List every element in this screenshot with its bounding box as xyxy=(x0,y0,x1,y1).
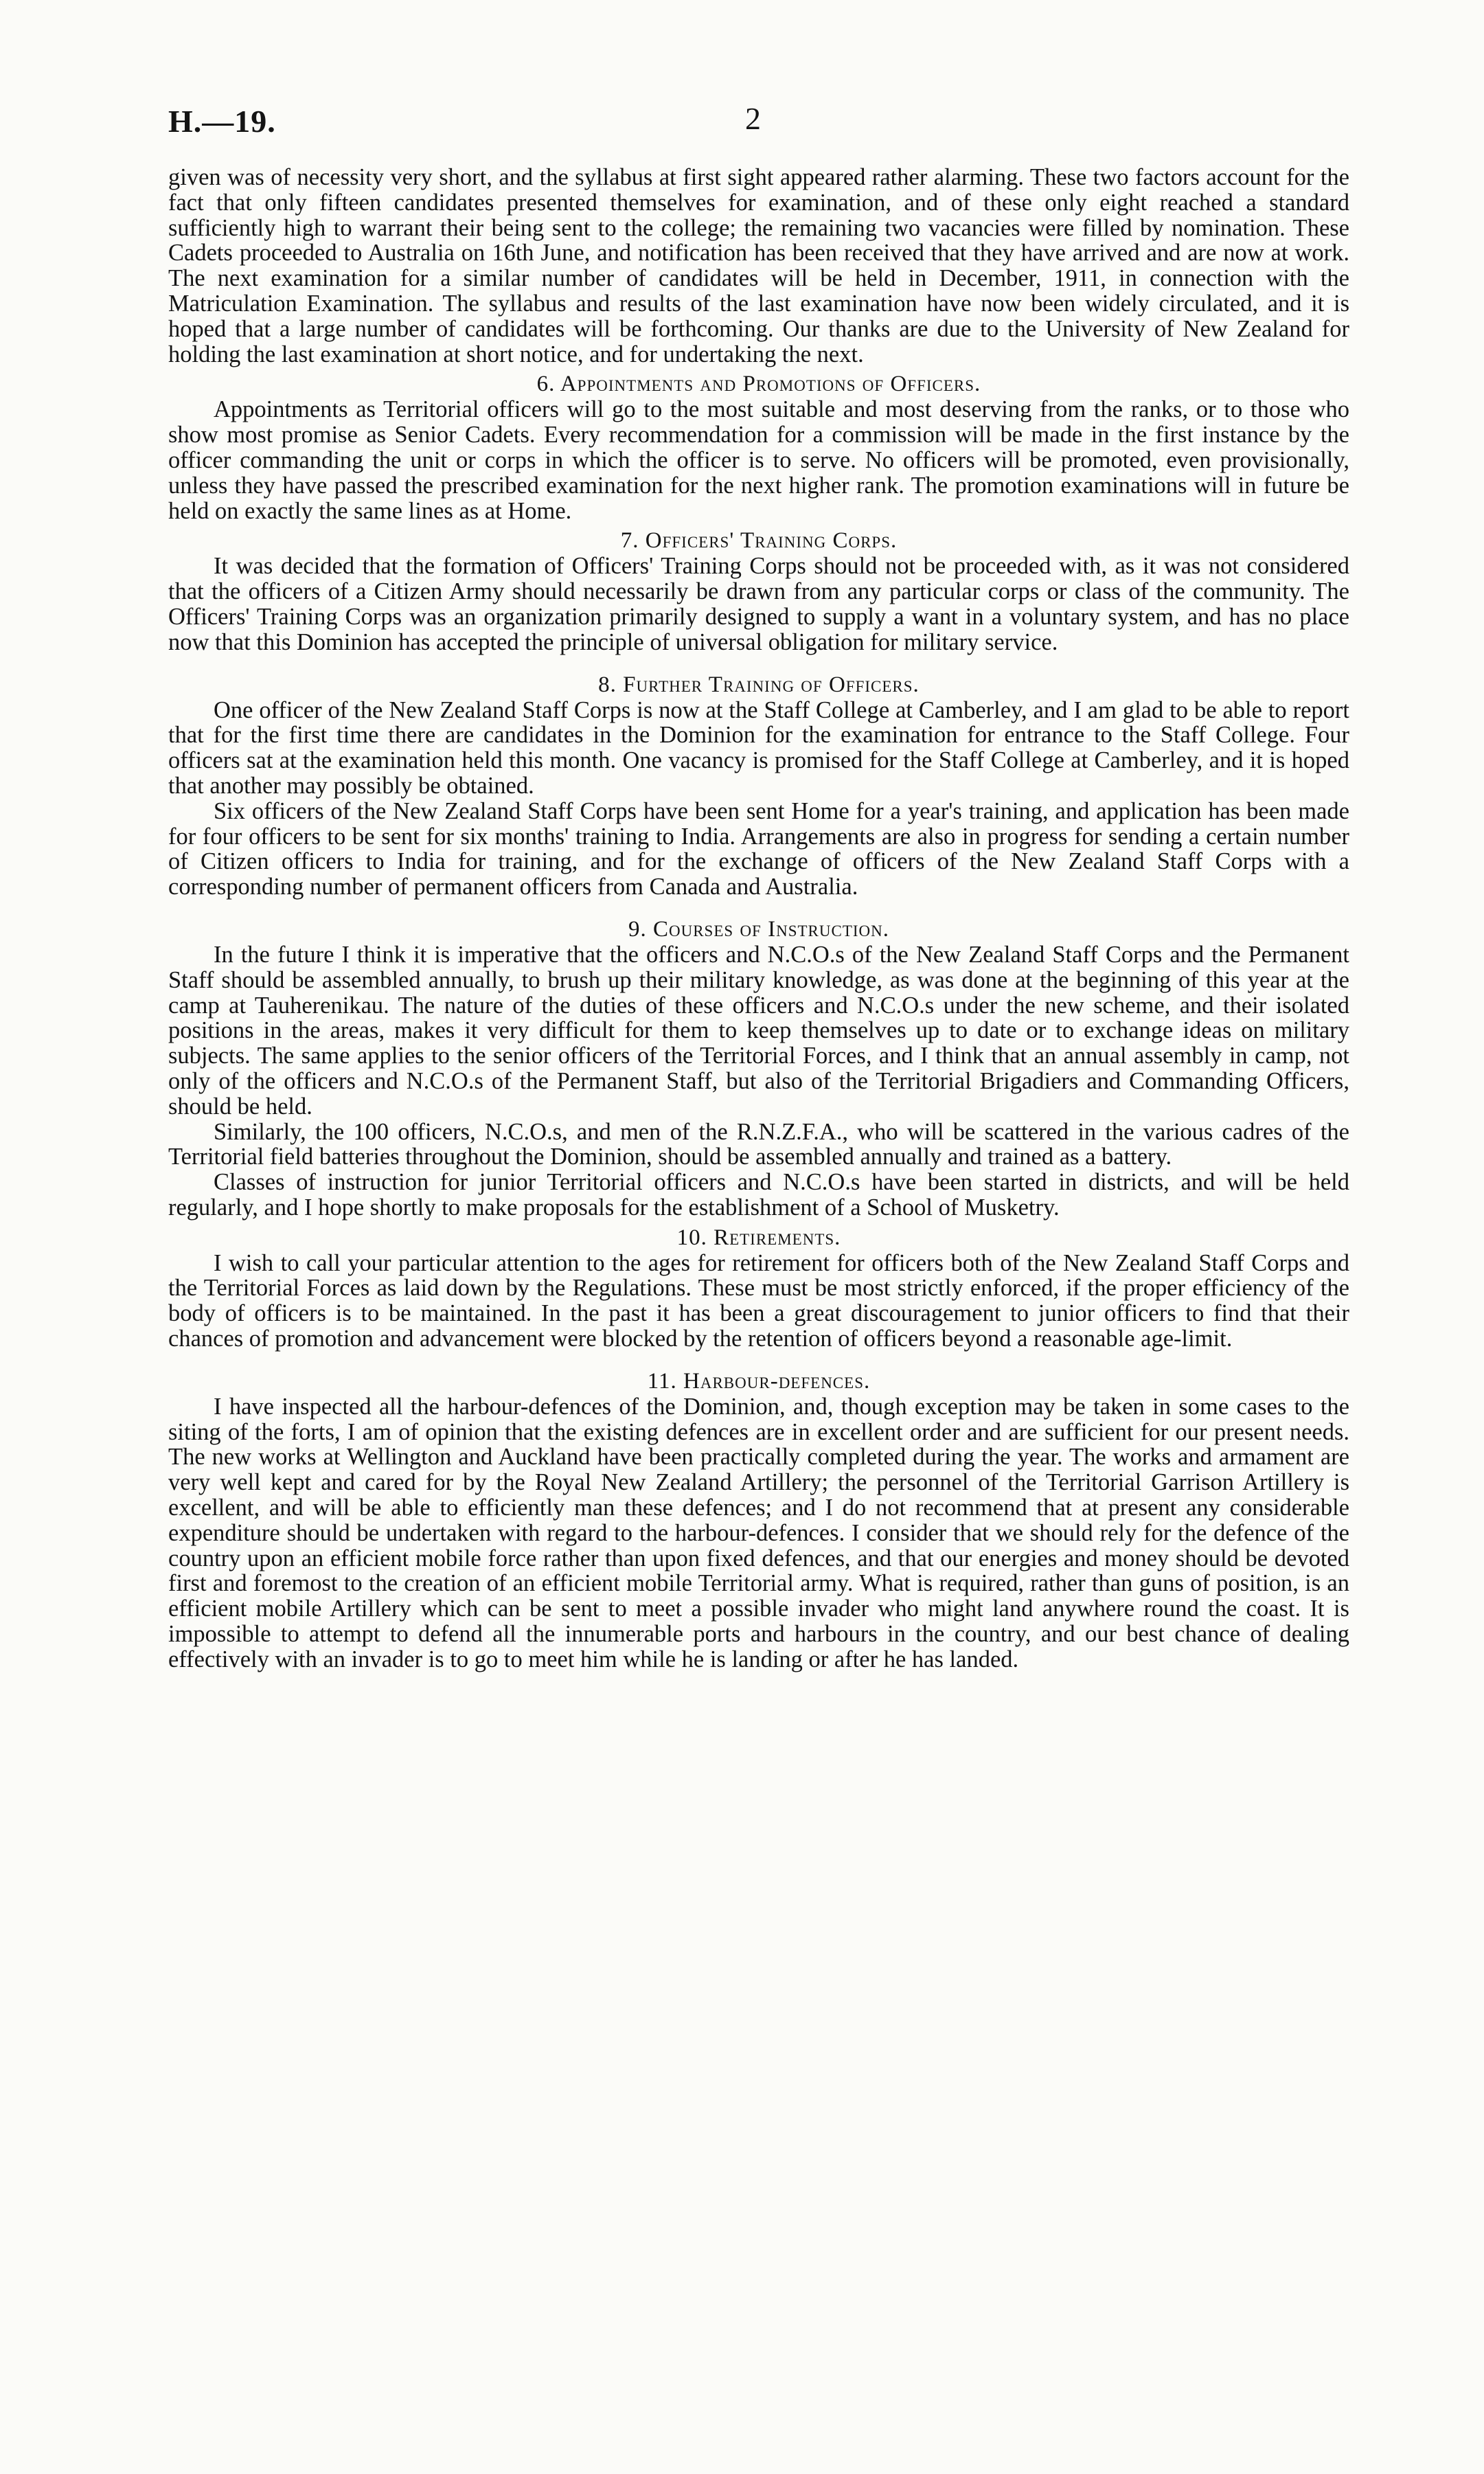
page-header xyxy=(168,103,1349,165)
paragraph-continued: given was of necessity very short, and the syllabus at first sight appeared rather alarming. These two factors account for the fact that only fifteen candidates presented themselves for examination, and of these only eight reached a standard sufficiently high to warrant their being sent to the college; the remaining two vacancies were filled by nomination. These Cadets proceeded to Australia on 16th June, and notification has been received that they have arrived and are now at work. The next examination for a similar number of candidates will be held in December, 1911, in connection with the Matriculation Examination. The syllabus and results of the last examination have now been widely circulated, and it is hoped that a large number of candidates will be forthcoming. Our thanks are due to the University of New Zealand for holding the last examination at short notice, and for undertaking the next. xyxy=(168,164,1349,367)
paragraph-courses-1: In the future I think it is imperative that the officers and N.C.O.s of the New Zealand Staff Corps and the Permanent Staff should be assembled annually, to brush up their military knowledge, as was done at the beginning of this year at the camp at Tauherenikau. The nature of the duties of these officers and N.C.O.s under the new scheme, and their isolated positions in the areas, makes it very difficult for them to keep themselves up to date or to exchange ideas on military subjects. The same applies to the senior officers of the Territorial Forces, and I think that an annual assembly in camp, not only of the officers and N.C.O.s of the Permanent Staff, but also of the Territorial Brigadiers and Commanding Officers, should be held. xyxy=(168,941,1349,1120)
section-heading-harbour-defences: 11. Harbour-defences. xyxy=(647,1368,871,1394)
paragraph-courses-3: Classes of instruction for junior Territorial officers and N.C.O.s have been started in districts, and will be held regularly, and I hope shortly to make proposals for the establishment of a School of Musketry. xyxy=(168,1169,1349,1221)
document-reference: H.—19. xyxy=(168,104,276,139)
document-page xyxy=(168,103,1349,1672)
section-heading-courses: 9. Courses of Instruction. xyxy=(628,916,889,942)
paragraph-further-training-1: One officer of the New Zealand Staff Corps is now at the Staff College at Camberley, and I am glad to be able to report that for the first time there are candidates in the Dominion for the examination for entrance to the Staff College. Four officers sat at the examination held this month. One vacancy is promised for the Staff College at Camberley, and it is hoped that another may possibly be obtained. xyxy=(168,696,1349,799)
section-heading-training-corps: 7. Officers' Training Corps. xyxy=(620,528,898,554)
paragraph-further-training-2: Six officers of the New Zealand Staff Corps have been sent Home for a year's training, and application has been made for four officers to be sent for six months' training to India. Arrangements are also in progress for sending a certain number of Citizen officers to India for training, and for the exchange of officers of the New Zealand Staff Corps with a corresponding number of permanent officers from Canada and Australia. xyxy=(168,797,1349,900)
section-heading-retirements: 10. Retirements. xyxy=(676,1225,841,1250)
paragraph-training-corps: It was decided that the formation of Officers' Training Corps should not be proceeded with, as it was not considered that the officers of a Citizen Army should necessarily be drawn from any particular corps or class of the community. The Officers' Training Corps was an organization primarily designed to supply a want in a voluntary system, and has no place now that this Dominion has accepted the principle of universal obligation for military service. xyxy=(168,553,1349,655)
paragraph-retirements: I wish to call your particular attention to the ages for retirement for officers both of the New Zealand Staff Corps and the Territorial Forces as laid down by the Regulations. These must be most strictly enforced, if the proper efficiency of the body of officers is to be maintained. In the past it has been a great discouragement to junior officers to find that their chances of promotion and advancement were blocked by the retention of officers beyond a reasonable age-limit. xyxy=(168,1249,1349,1352)
page-number: 2 xyxy=(745,101,761,136)
section-heading-appointments: 6. Appointments and Promotions of Officers. xyxy=(536,372,981,397)
paragraph-harbour-defences: I have inspected all the harbour-defences of the Dominion, and, though exception may be taken in some cases to the siting of the forts, I am of opinion that the existing defences are in excellent order and are sufficient for our present needs. The new works at Wellington and Auckland have been practically completed during the year. The works and armament are very well kept and cared for by the Royal New Zealand Artillery; the personnel of the Territorial Garrison Artillery is excellent, and will be able to efficiently man these defences; and I do not recommend that at present any considerable expenditure should be undertaken with regard to the harbour-defences. I consider that we should rely for the defence of the country upon an efficient mobile force rather than upon fixed defences, and that our energies and money should be devoted first and foremost to the creation of an efficient mobile Territorial army. What is required, rather than guns of position, is an efficient mobile Artillery which can be sent to meet a possible invader who might land anywhere round the coast. It is impossible to attempt to defend all the innumerable ports and harbours in the country, and our best chance of dealing effectively with an invader is to go to meet him while he is landing or after he has landed. xyxy=(168,1393,1349,1672)
paragraph-courses-2: Similarly, the 100 officers, N.C.O.s, and men of the R.N.Z.F.A., who will be scattered in the various cadres of the Territorial field batteries throughout the Dominion, should be assembled annually and trained as a battery. xyxy=(168,1118,1349,1170)
paragraph-appointments: Appointments as Territorial officers will go to the most suitable and most deserving from the ranks, or to those who show most promise as Senior Cadets. Every recommendation for a commission will be made in the first instance by the officer commanding the unit or corps in which the officer is to serve. No officers will be promoted, even provisionally, unless they have passed the prescribed examination for the next higher rank. The promotion examinations will in future be held on exactly the same lines as at Home. xyxy=(168,396,1349,524)
section-heading-further-training: 8. Further Training of Officers. xyxy=(598,672,920,697)
